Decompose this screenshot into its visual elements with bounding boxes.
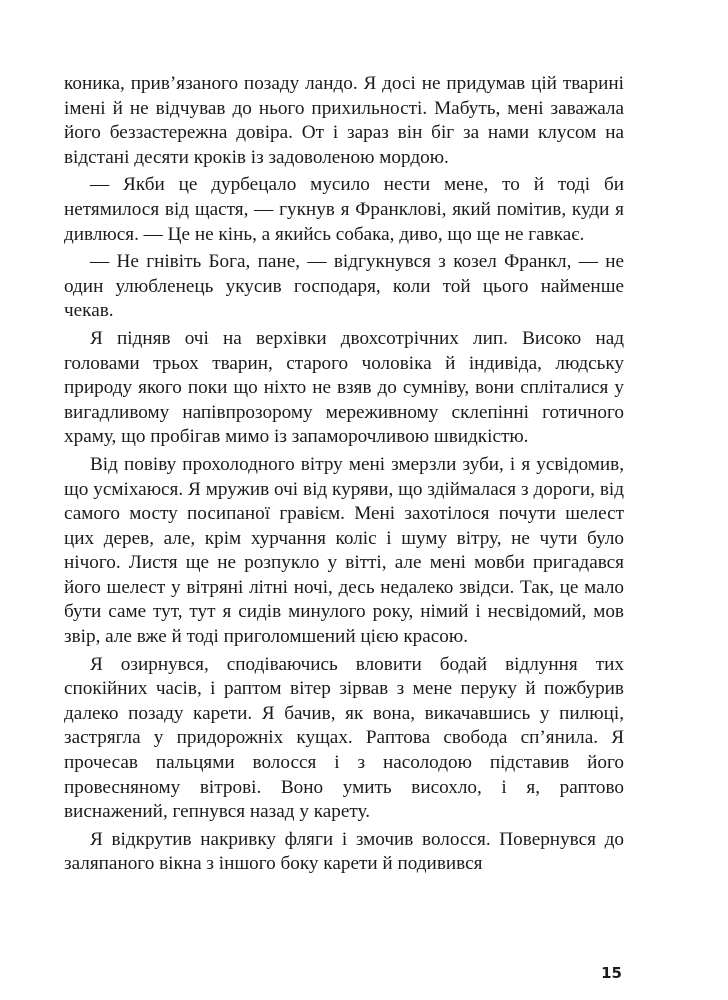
paragraph-5: Від повіву прохолодного вітру мені змерзли зуби, і я усвідомив, що усміхаюся. Я мружив очі від куряви, що здіймалася з дороги, від самого мосту посипаної гравієм. Мені захотілося почути шелест цих дерев, але, крім хурчання коліс і шуму вітру, не чути було нічого. Листя ще не розпукло у вітті, але мені мовби пригадався його шелест у вітряні літні ночі, десь недалеко звідси. Так, це мало бути саме тут, тут я сидів минулого року, німий і несвідомий, мов звір, але вже й тоді приголомшений цією красою. <box>64 453 624 648</box>
text-body <box>64 72 624 877</box>
paragraph-3: — Не гнівіть Бога, пане, — відгукнувся з козел Франкл, — не один улюбленець укусив господаря, коли той цього найменше чекав. <box>64 251 624 322</box>
paragraph-4: Я підняв очі на верхівки двохсотрічних лип. Високо над головами трьох тварин, старого чоловіка й індивіда, людську природу якого поки що ніхто не взяв до сумніву, вони сплiталися у вигадливому напівпрозорому мереживному склепінні готичного храму, що пробігав мимо із запаморочливою швидкістю. <box>64 327 624 448</box>
paragraph-6: Я озирнувся, сподіваючись вловити бодай відлуння тих спокійних часів, і раптом вітер зірвав з мене перуку й пожбурив далеко позаду карети. Я бачив, як вона, викачавшись у пилюці, застрягла у придорожніх кущах. Раптова свобода сп’янила. Я прочесав пальцями волосся і з насолодою підставив його провесняному вітрові. Воно умить висохло, і я, раптово виснажений, гепнувся назад у карету. <box>64 653 624 823</box>
paragraph-7: Я відкрутив накривку фляги і змочив волосся. Повернувся до заляпаного вікна з іншого боку карети й подивився <box>64 828 624 875</box>
page-number: 15 <box>601 964 622 982</box>
paragraph-1: коника, прив’язаного позаду ландо. Я досі не придумав цій тварині імені й не відчував до нього прихильності. Мабуть, мені заважала його беззастережна довіра. От і зараз він біг за нами клусом на відстані десяти кроків із задоволеною мордою. <box>64 73 624 168</box>
paragraph-2: — Якби це дурбецало мусило нести мене, то й тоді би нетямилося від щастя, — гукнув я Франклові, який помітив, куди я дивлюся. — Це не кінь, а якийсь собака, диво, що ще не гавкає. <box>64 174 624 245</box>
